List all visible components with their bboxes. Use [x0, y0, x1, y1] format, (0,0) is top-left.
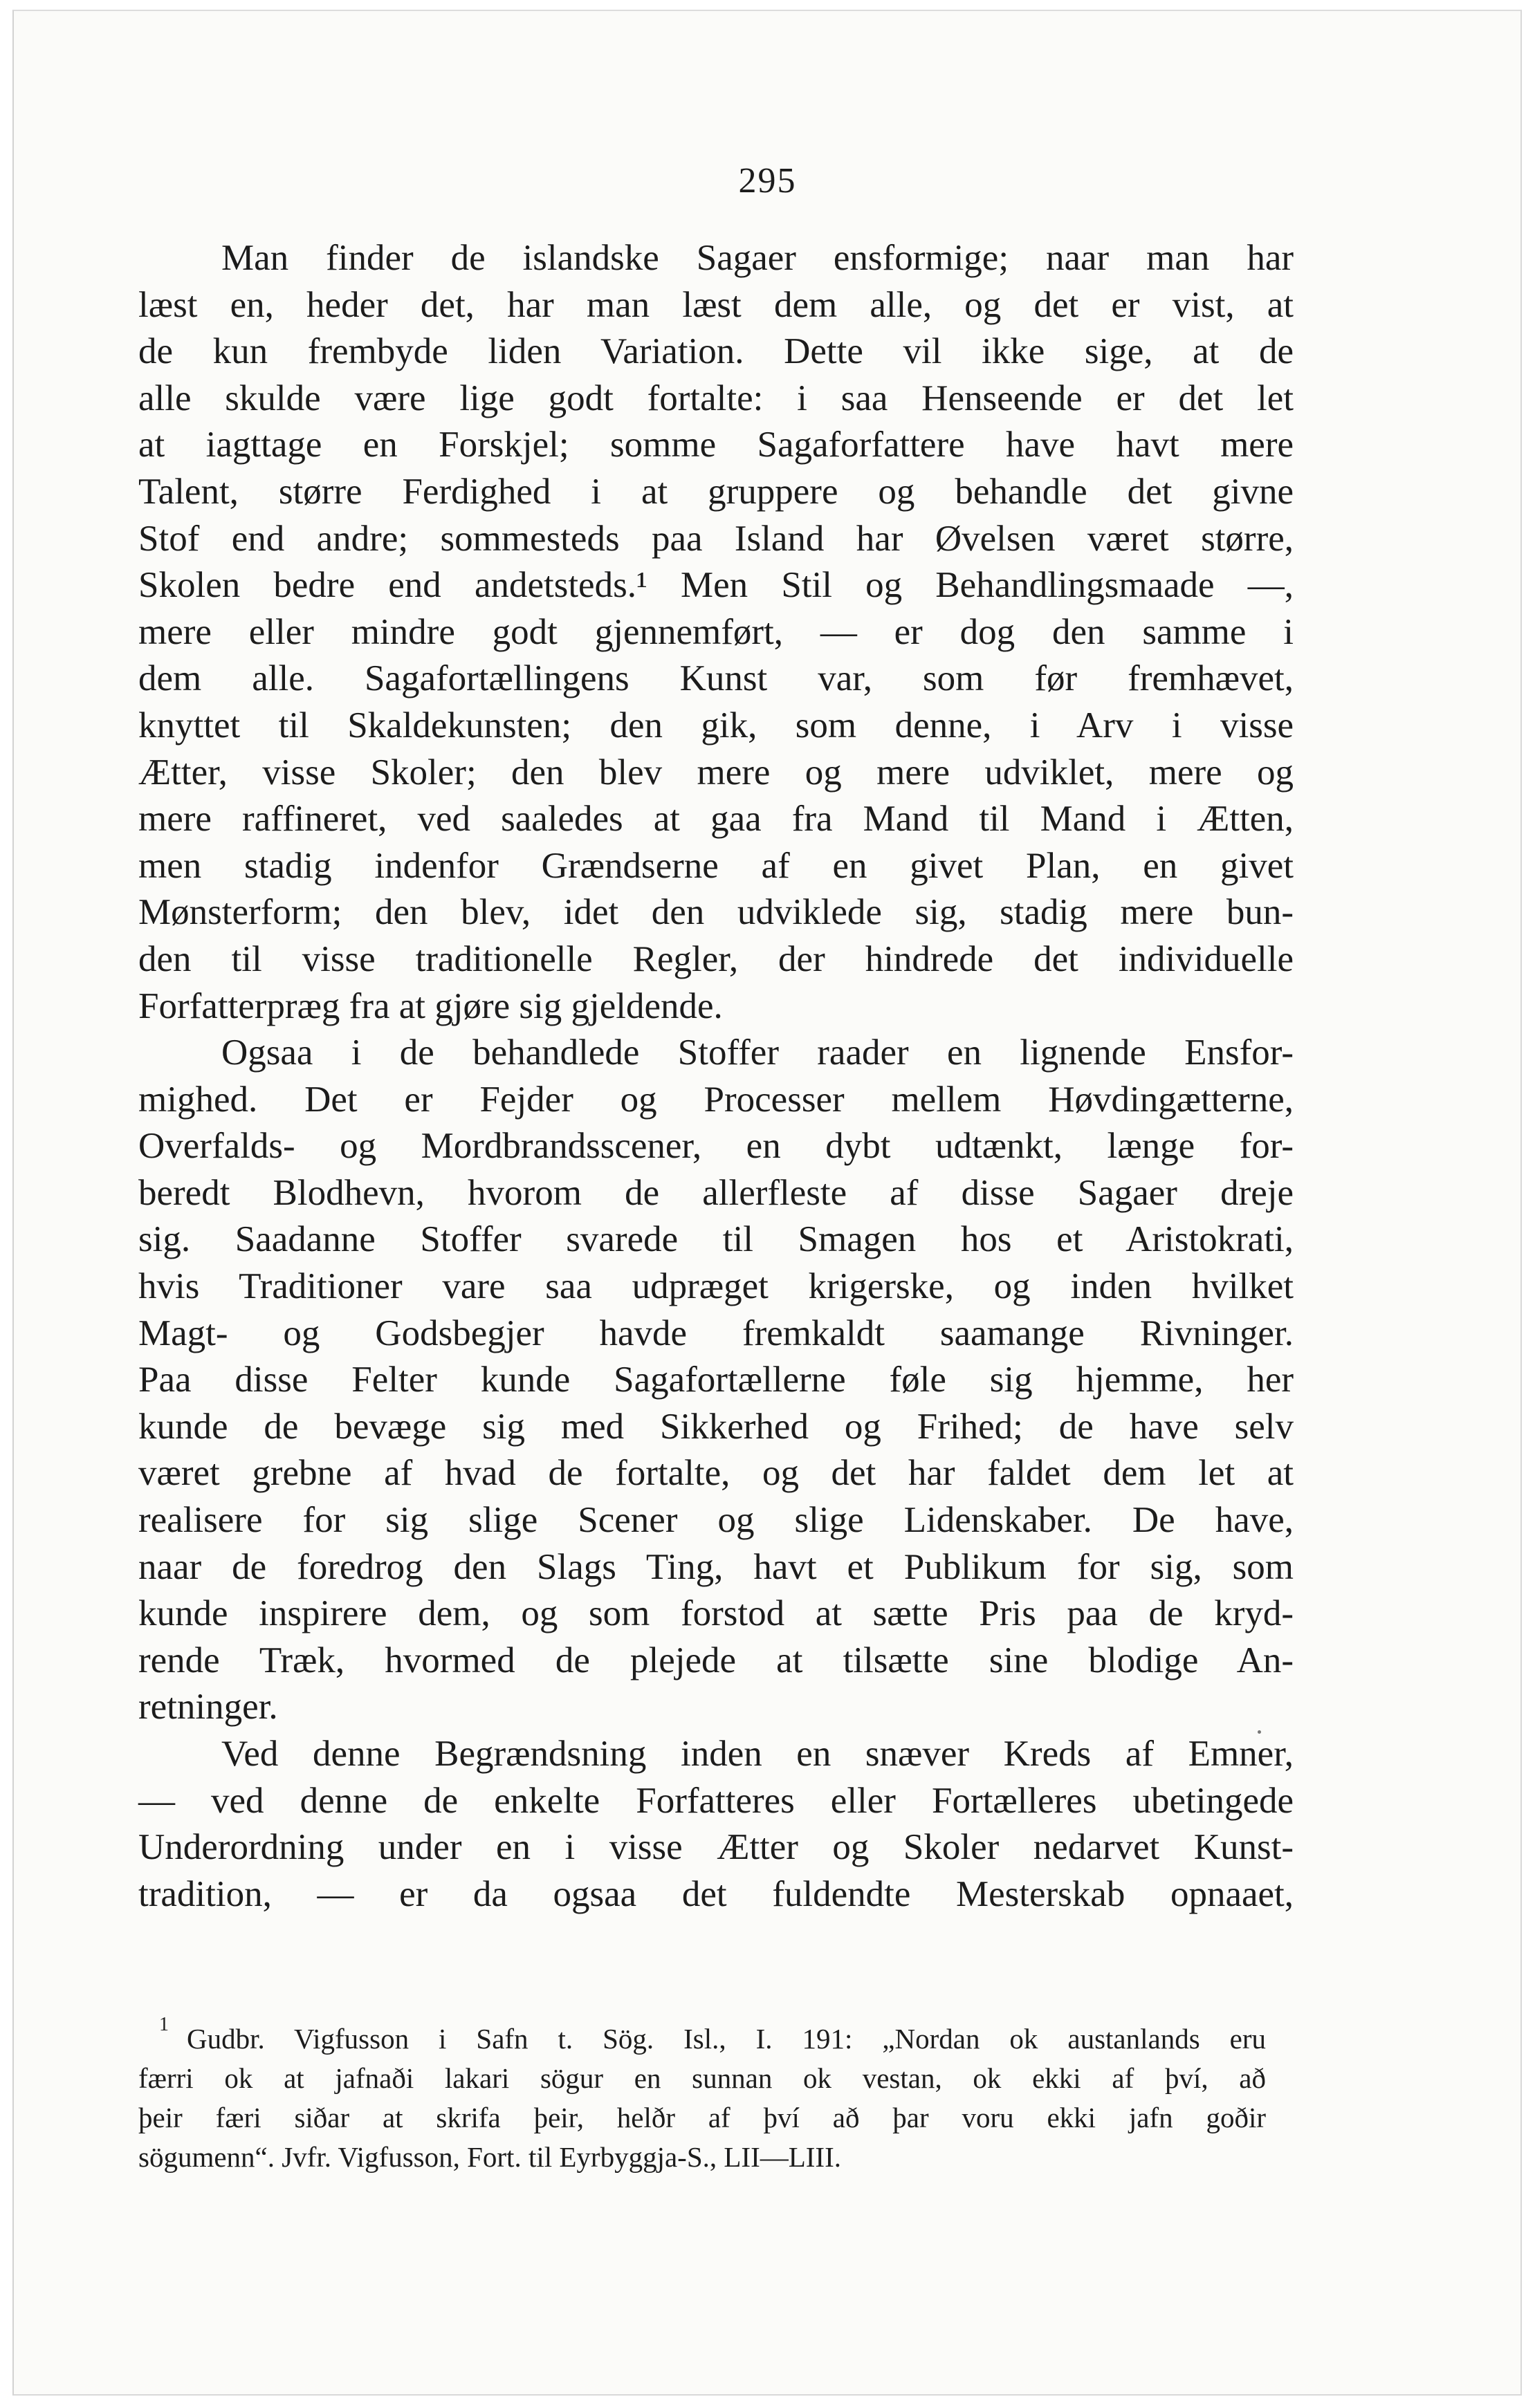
text-line: mighed. Det er Fejder og Processer mellem Høvdingætterne, — [138, 1079, 1294, 1120]
footnote — [138, 2014, 1266, 2177]
text-line: Stof end andre; sommesteds paa Island har Øvelsen været større, — [138, 518, 1294, 559]
text-line: kunde de bevæge sig med Sikkerhed og Frihed; de have selv — [138, 1406, 1294, 1447]
text-line: læst en, heder det, har man læst dem alle, og det er vist, at — [138, 284, 1294, 325]
text-line: retninger. — [138, 1687, 278, 1728]
text-line: at iagttage en Forskjel; somme Sagaforfattere have havt mere — [138, 425, 1294, 465]
text-line: Ogsaa i de behandlede Stoffer raader en lignende Ensfor- — [221, 1032, 1294, 1073]
text-line: Paa disse Felter kunde Sagafortællerne føle sig hjemme, her — [138, 1360, 1294, 1400]
text-line: dem alle. Sagafortællingens Kunst var, som før fremhævet, — [138, 658, 1294, 699]
text-line: hvis Traditioner vare saa udpræget krigerske, og inden hvilket — [138, 1266, 1294, 1307]
text-line: Overfalds- og Mordbrandsscener, en dybt udtænkt, længe for- — [138, 1126, 1294, 1167]
text-line: men stadig indenfor Grændserne af en givet Plan, en givet — [138, 845, 1294, 886]
footnote-line: Gudbr. Vigfusson i Safn t. Sög. Isl., I. 191: „Nordan ok austanlands eru — [187, 2023, 1266, 2055]
text-line: rende Træk, hvormed de plejede at tilsætte sine blodige An- — [138, 1640, 1294, 1680]
text-line: alle skulde være lige godt fortalte: i saa Henseende er det let — [138, 378, 1294, 418]
text-line: den til visse traditionelle Regler, der hindrede det individuelle — [138, 938, 1294, 979]
text-line: mere eller mindre godt gjennemført, — er dog den samme i — [138, 611, 1294, 652]
text-line: sig. Saadanne Stoffer svarede til Smagen hos et Aristokrati, — [138, 1219, 1294, 1260]
text-line: Ved denne Begrændsning inden en snæver Kreds af Emner, — [221, 1734, 1294, 1774]
text-line: beredt Blodhevn, hvorom de allerfleste af disse Sagaer dreje — [138, 1172, 1294, 1213]
text-line: — ved denne de enkelte Forfatteres eller Fortælleres ubetingede — [138, 1780, 1294, 1821]
text-line: Forfatterpræg fra at gjøre sig gjeldende. — [138, 985, 723, 1026]
text-line: knyttet til Skaldekunsten; den gik, som denne, i Arv i visse — [138, 705, 1294, 745]
text-line: mere raffineret, ved saaledes at gaa fra Mand til Mand i Ætten, — [138, 799, 1294, 840]
footnote-line: sögumenn“. Jvfr. Vigfusson, Fort. til Eyrbyggja-S., LII—LIII. — [138, 2141, 841, 2173]
text-line: kunde inspirere dem, og som forstod at sætte Pris paa de kryd- — [138, 1593, 1294, 1634]
text-line: realisere for sig slige Scener og slige Lidenskaber. De have, — [138, 1500, 1294, 1541]
text-line: Underordning under en i visse Ætter og Skoler nedarvet Kunst- — [138, 1827, 1294, 1868]
text-line: Man finder de islandske Sagaer ensformige; naar man har — [221, 238, 1294, 278]
page-number: 295 — [738, 161, 797, 201]
text-line: Magt- og Godsbegjer havde fremkaldt saamange Rivninger. — [138, 1313, 1294, 1353]
text-line: Talent, større Ferdighed i at gruppere og behandle det givne — [138, 471, 1294, 512]
footnote-mark: 1 — [159, 2014, 169, 2035]
body-text — [138, 235, 1294, 1918]
text-line: Ætter, visse Skoler; den blev mere og mere udviklet, mere og — [138, 752, 1294, 793]
text-line: været grebne af hvad de fortalte, og det har faldet dem let at — [138, 1453, 1294, 1494]
text-line: naar de foredrog den Slags Ting, havt et Publikum for sig, som — [138, 1546, 1294, 1587]
text-line: tradition, — er da ogsaa det fuldendte Mesterskab opnaaet, — [138, 1873, 1294, 1914]
text-line: de kun frembyde liden Variation. Dette vil ikke sige, at de — [138, 331, 1294, 372]
footnote-line: færri ok at jafnaði lakari sögur en sunnan ok vestan, ok ekki af því, að — [138, 2062, 1266, 2094]
footnote-line: þeir færi siðar at skrifa þeir, helðr af því að þar voru ekki jafn goðir — [138, 2102, 1266, 2133]
text-line: Mønsterform; den blev, idet den udviklede sig, stadig mere bun- — [138, 892, 1294, 933]
text-line: Skolen bedre end andetsteds.¹ Men Stil og Behandlingsmaade —, — [138, 565, 1294, 606]
stray-mark — [1258, 1730, 1261, 1734]
